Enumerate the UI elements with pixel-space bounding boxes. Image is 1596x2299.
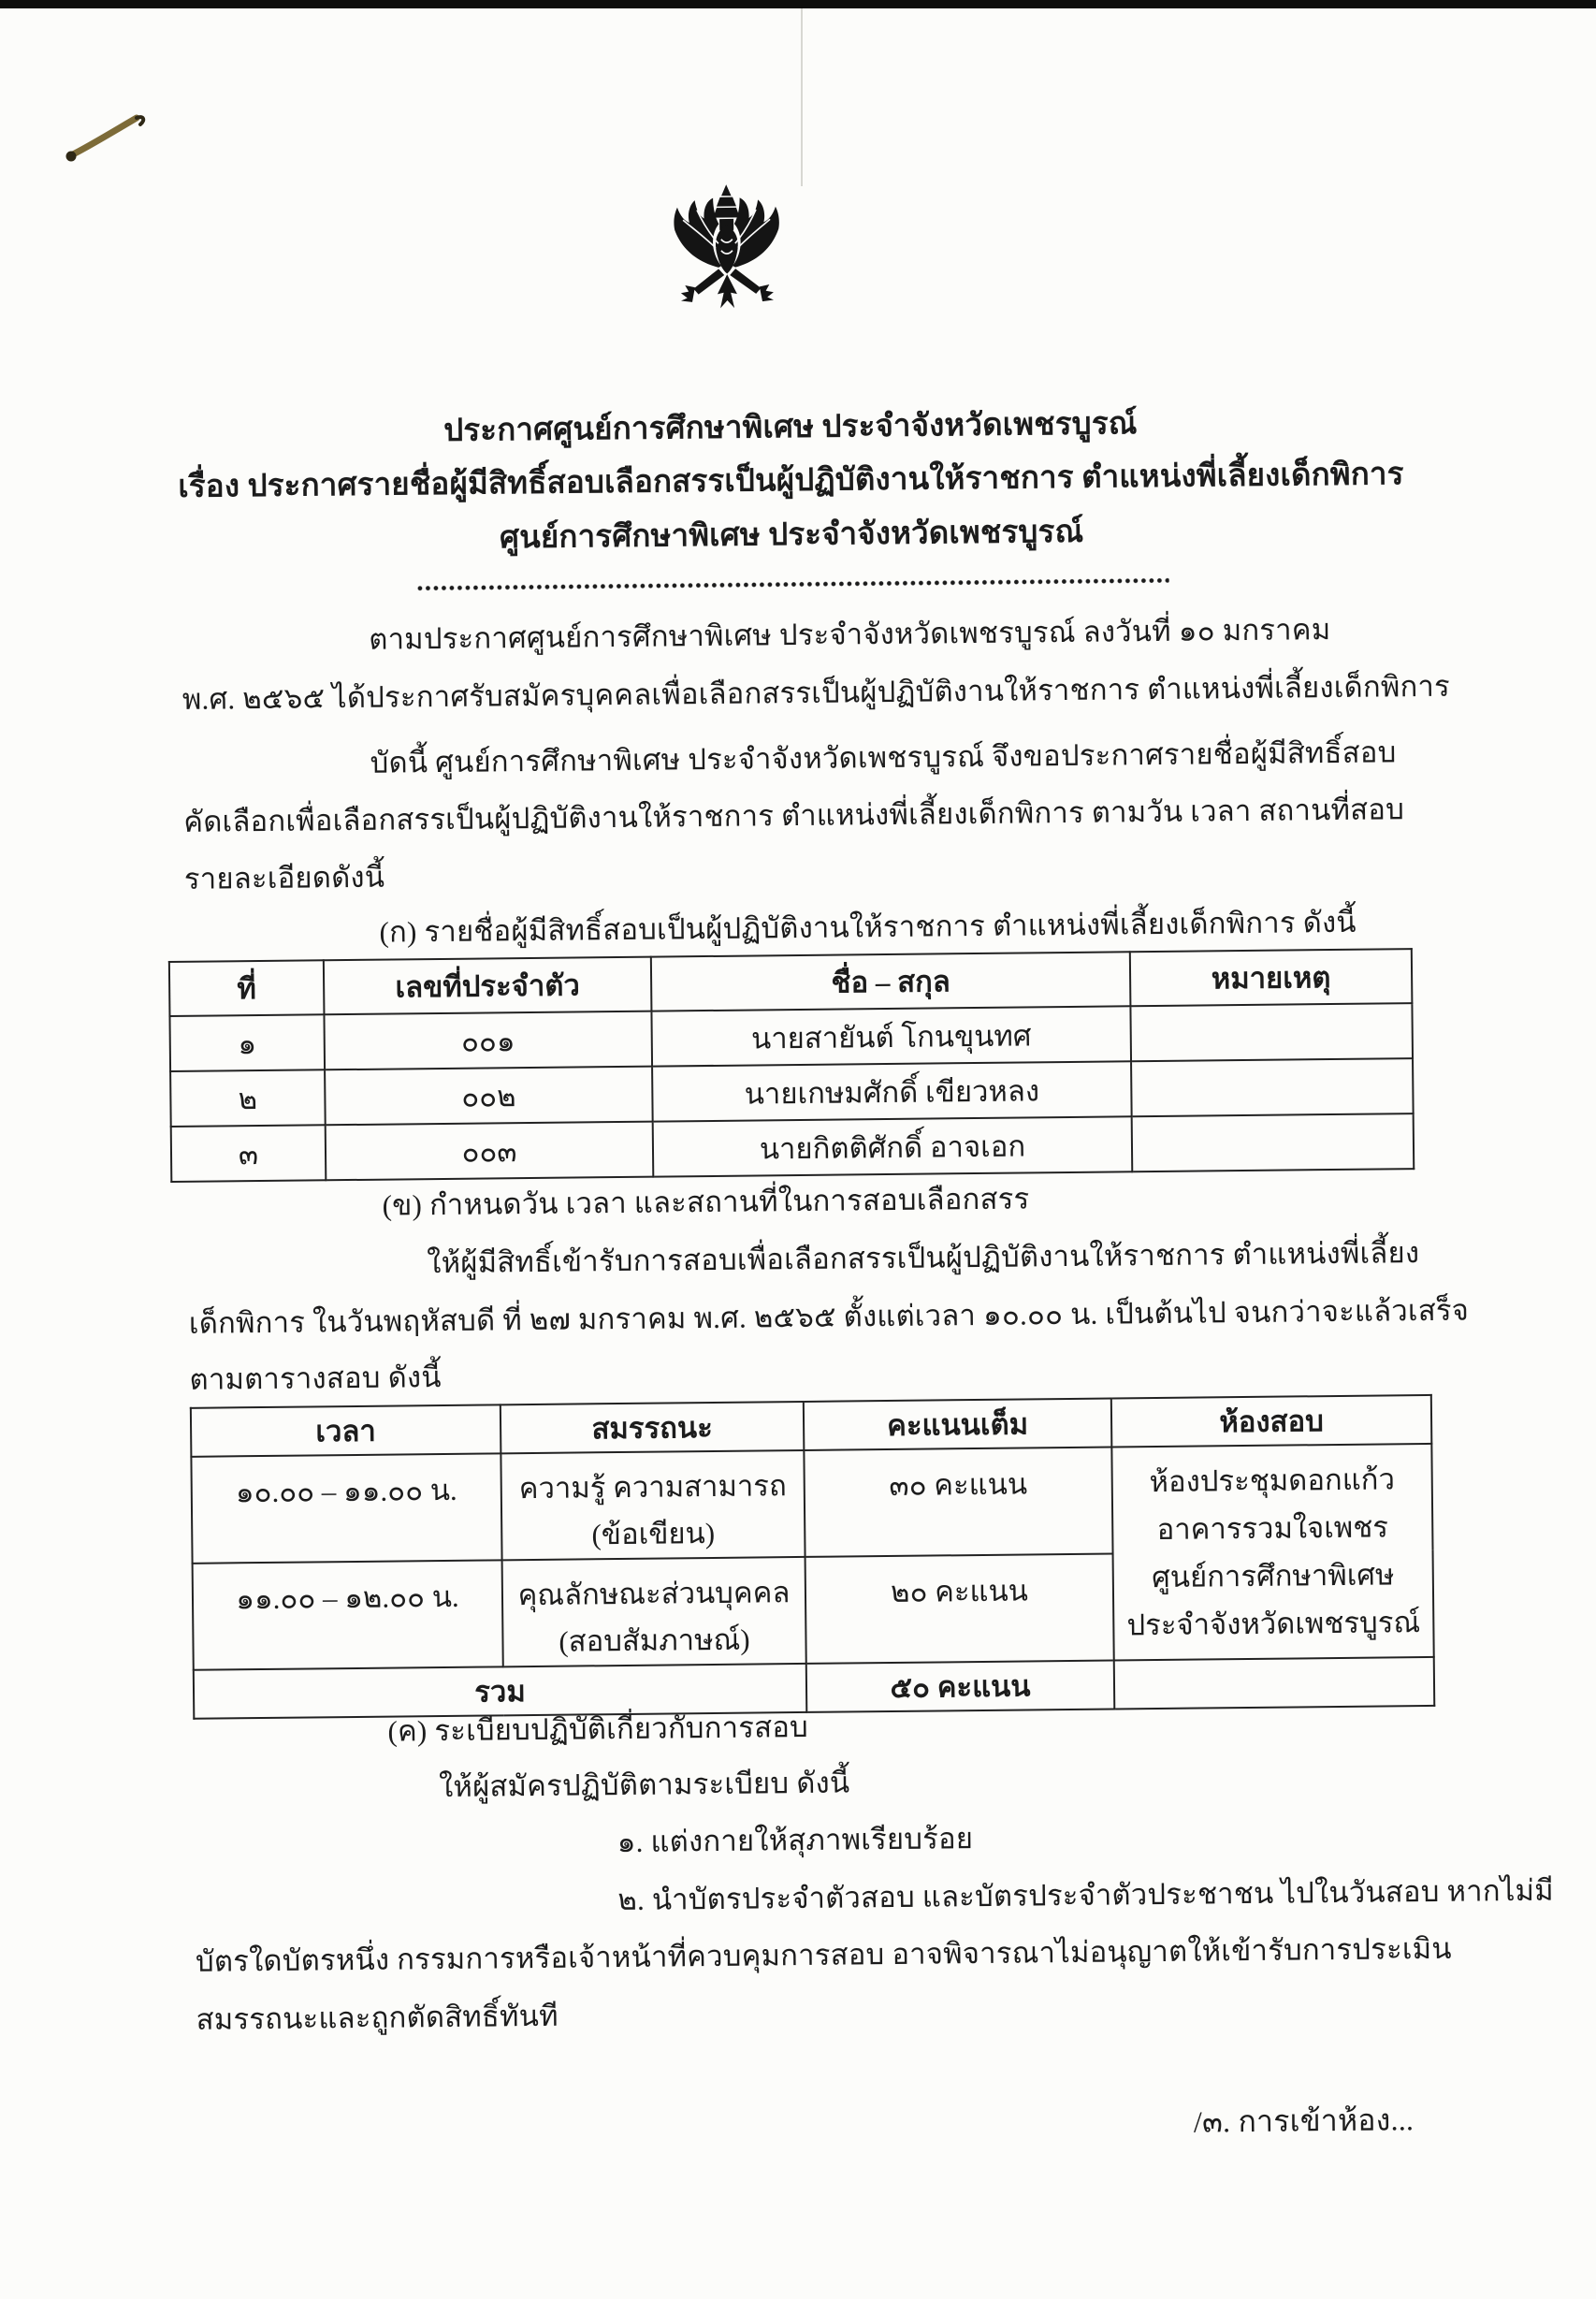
section-c-item1: ๑. แต่งกายให้สุภาพเรียบร้อย (617, 1822, 974, 1859)
cell-no: ๑ (169, 1014, 325, 1071)
intro-paragraph2-line3: รายละเอียดดังนี้ (183, 860, 385, 895)
exam-room-line2: อาคารรวมใจเพชร (1156, 1510, 1389, 1547)
competency-line1: ความรู้ ความสามารถ (518, 1469, 787, 1506)
competency-line2: (สอบสัมภาษณ์) (559, 1622, 750, 1658)
exam-room-line4: ประจำจังหวัดเพชรบูรณ์ (1126, 1606, 1421, 1642)
cell-no: ๓ (171, 1125, 326, 1182)
cell-exam-room (1111, 1444, 1433, 1661)
schedule-table (190, 1394, 1435, 1720)
cell-name: นายเกษมศักดิ์ เขียวหลง (652, 1061, 1132, 1121)
applicants-table (168, 948, 1415, 1183)
section-c-item2-line3: สมรรถนะและถูกตัดสิทธิ์ทันที (196, 1999, 559, 2036)
column-header-name: ชื่อ – สกุล (651, 952, 1131, 1011)
garuda-emblem-icon (656, 178, 798, 329)
column-header-full-score: คะแนนเต็ม (804, 1399, 1112, 1450)
column-header-no: ที่ (169, 960, 325, 1016)
exam-room-line3: ศูนย์การศึกษาพิเศษ (1151, 1558, 1395, 1594)
cell-score: ๒๐ คะแนน (805, 1553, 1114, 1663)
intro-paragraph2-line2: คัดเลือกเพื่อเลือกสรรเป็นผู้ปฏิบัติงานให้ราชการ ตำแหน่งพี่เลี้ยงเด็กพิการ ตามวัน เวลา สถานที่สอบ (183, 793, 1405, 838)
exam-room-line1: ห้องประชุมดอกแก้ว (1149, 1462, 1396, 1499)
cell-remark (1131, 1058, 1414, 1116)
section-a-heading: (ก) รายชื่อผู้มีสิทธิ์สอบเป็นผู้ปฏิบัติงานให้ราชการ ตำแหน่งพี่เลี้ยงเด็กพิการ ดังนี้ (379, 905, 1357, 949)
cell-name: นายกิตติศักดิ์ อาจเอก (653, 1116, 1133, 1176)
section-c-item2-line2: บัตรใดบัตรหนึ่ง กรรมการหรือเจ้าหน้าที่ควบคุมการสอบ อาจพิจารณาไม่อนุญาตให้เข้ารับการประเมิน (195, 1931, 1452, 1978)
cell-applicant-id: ๐๐๑ (324, 1011, 652, 1070)
section-c-intro: ให้ผู้สมัครปฏิบัติตามระเบียบ ดังนี้ (438, 1766, 850, 1804)
document-title-line2: เรื่อง ประกาศรายชื่อผู้มีสิทธิ์สอบเลือกสรรเป็นผู้ปฏิบัติงานให้ราชการ ตำแหน่งพี่เลี้ยงเด็กพิการ (178, 458, 1404, 504)
cell-score: ๓๐ คะแนน (804, 1448, 1112, 1557)
cell-applicant-id: ๐๐๒ (325, 1067, 653, 1126)
cell-name: นายสายันต์ โกนขุนทศ (651, 1006, 1131, 1066)
column-header-remark: หมายเหตุ (1130, 949, 1413, 1006)
cell-no: ๒ (170, 1069, 326, 1127)
cell-remark (1130, 1003, 1413, 1061)
cell-time: ๑๐.๐๐ – ๑๑.๐๐ น. (191, 1453, 501, 1563)
section-b-paragraph-line2: เด็กพิการ ในวันพฤหัสบดี ที่ ๒๗ มกราคม พ.ศ. ๒๕๖๕ ตั้งแต่เวลา ๑๐.๐๐ น. เป็นต้นไป จนกว่าจะแล้วเสร็จ (188, 1293, 1470, 1340)
cell-competency (502, 1557, 806, 1666)
total-room-empty (1114, 1657, 1435, 1710)
column-header-exam-room: ห้องสอบ (1111, 1395, 1432, 1448)
cell-remark (1132, 1113, 1415, 1171)
competency-line1: คุณลักษณะส่วนบุคคล (517, 1576, 791, 1612)
competency-line2: (ข้อเขียน) (591, 1516, 716, 1551)
section-c-item2-line1: ๒. นำบัตรประจำตัวสอบ และบัตรประจำตัวประชาชน ไปในวันสอบ หากไม่มี (617, 1873, 1554, 1917)
column-header-time: เวลา (191, 1404, 501, 1456)
total-label: รวม (194, 1664, 807, 1719)
intro-paragraph1-line2: พ.ศ. ๒๕๖๕ ได้ประกาศรับสมัครบุคคลเพื่อเลือกสรรเป็นผู้ปฏิบัติงานให้ราชการ ตำแหน่งพี่เลี้ยงเด็กพิการ (181, 669, 1451, 716)
section-b-paragraph-line1: ให้ผู้มีสิทธิ์เข้ารับการสอบเพื่อเลือกสรรเป็นผู้ปฏิบัติงานให้ราชการ ตำแหน่งพี่เลี้ยง (427, 1236, 1420, 1280)
cell-time: ๑๑.๐๐ – ๑๒.๐๐ น. (193, 1560, 503, 1669)
intro-paragraph2-line1: บัดนี้ ศูนย์การศึกษาพิเศษ ประจำจังหวัดเพชรบูรณ์ จึงขอประกาศรายชื่อผู้มีสิทธิ์สอบ (370, 735, 1397, 779)
page-continuation-note: /๓. การเข้าห้อง... (1193, 2103, 1415, 2139)
section-b-paragraph-line3: ตามตารางสอบ ดังนี้ (189, 1360, 442, 1396)
document-title-line3: ศูนย์การศึกษาพิเศษ ประจำจังหวัดเพชรบูรณ์ (499, 515, 1084, 556)
dotted-divider (416, 576, 1169, 592)
intro-paragraph1-line1: ตามประกาศศูนย์การศึกษาพิเศษ ประจำจังหวัดเพชรบูรณ์ ลงวันที่ ๑๐ มกราคม (369, 613, 1331, 656)
table-row (171, 1113, 1415, 1182)
table-row (191, 1444, 1432, 1564)
section-b-heading: (ข) กำหนดวัน เวลา และสถานที่ในการสอบเลือกสรร (382, 1182, 1030, 1222)
cell-competency (501, 1450, 805, 1560)
total-score: ๕๐ คะแนน (806, 1660, 1115, 1711)
section-c-heading: (ค) ระเบียบปฏิบัติเกี่ยวกับการสอบ (387, 1710, 809, 1748)
column-header-applicant-id: เลขที่ประจำตัว (324, 957, 652, 1015)
document-title-line1: ประกาศศูนย์การศึกษาพิเศษ ประจำจังหวัดเพชรบูรณ์ (443, 407, 1138, 448)
column-header-competency: สมรรถนะ (501, 1402, 805, 1453)
cell-applicant-id: ๐๐๓ (326, 1122, 654, 1181)
